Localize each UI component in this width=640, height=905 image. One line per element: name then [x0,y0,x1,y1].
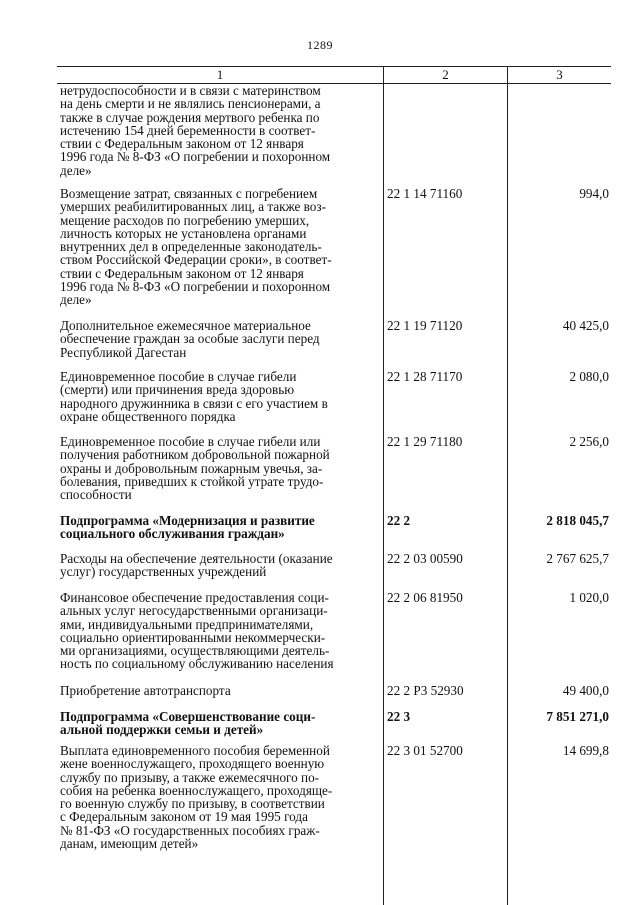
row-amount: 7 851 271,0 [546,709,609,724]
header-col-1: 1 [216,67,224,82]
row-code: 22 2 P3 52930 [387,683,464,698]
row-amount: 14 699,8 [562,743,609,758]
header-col-3: 3 [556,67,563,82]
row-amount: 49 400,0 [562,683,609,698]
row-code: 22 3 [387,709,411,724]
row-code: 22 2 03 00590 [387,551,463,566]
row-amount: 2 080,0 [569,369,609,384]
row-amount: 2 256,0 [569,434,609,449]
row-amount: 1 020,0 [569,590,609,605]
table-header [57,66,611,84]
budget-table [57,66,611,905]
row-code: 22 1 14 71160 [387,186,463,201]
row-description: нетрудоспособности и в связи с материнством на день смерти и не являлись пенсионерами, а также в случае рождения мертвого ребенка по истечению 154 дней беременности в соответ- ствии с Федеральным законом от 12 января 1996 года № 8-ФЗ «О погребении и похоронном деле» [60,83,331,178]
row-amount: 40 425,0 [562,318,609,333]
column-divider [383,66,384,905]
row-description: Расходы на обеспечение деятельности (оказание услуг) государственных учреждений [60,551,333,580]
row-description: Единовременное пособие в случае гибели (смерти) или причинения вреда здоровью народного дружинника в связи с его участием в охране общественного порядка [60,369,328,424]
row-amount: 2 767 625,7 [546,551,609,566]
row-amount: 2 818 045,7 [546,513,609,528]
page-number: 1289 [307,38,333,52]
row-code: 22 1 29 71180 [387,434,463,449]
row-code: 22 3 01 52700 [387,743,463,758]
row-description: Подпрограмма «Совершенствование соци- альной поддержки семьи и детей» [60,709,316,738]
row-code: 22 1 28 71170 [387,369,463,384]
row-description: Единовременное пособие в случае гибели или получения работником добровольной пожарной охраны и добровольным пожарным увечья, за- болевания, приведших к стойкой утрате трудо- способности [60,434,330,503]
row-description: Возмещение затрат, связанных с погребением умерших реабилитированных лиц, а также воз- мещение расходов по погребению умерших, личность которых не установлена органами внутренних дел в определенные законодатель- ством Российской Федерации сроки», в соответ- ствии с Федеральным законом от 12 января 1996 года № 8-ФЗ «О погребении и похоронном деле» [60,186,332,308]
row-description: Подпрограмма «Модернизация и развитие социального обслуживания граждан» [60,513,315,542]
row-description: Выплата единовременного пособия беременной жене военнослужащего, проходящего военную службу по призыву, а также ежемесячного по- собия на ребенка военнослужащего, проходяще- го военную службу по призыву, в соответствии с Федеральным законом от 19 мая 1995 года № 81-ФЗ «О государственных пособиях граж- данам, имеющим детей» [60,743,333,852]
column-divider [507,66,508,905]
row-code: 22 1 19 71120 [387,318,463,333]
row-description: Финансовое обеспечение предоставления соци- альных услуг негосударственными организаци- ями, индивидуальными предпринимателями, социально ориентированными некоммерчески- ми организациями, осуществляющими деятель- ность по социальному обслуживанию населения [60,590,334,672]
row-code: 22 2 [387,513,411,528]
header-col-2: 2 [442,67,449,82]
row-description: Приобретение автотранспорта [60,683,231,698]
row-code: 22 2 06 81950 [387,590,463,605]
row-amount: 994,0 [579,186,609,201]
row-description: Дополнительное ежемесячное материальное обеспечение граждан за особые заслуги перед Республикой Дагестан [60,318,320,360]
